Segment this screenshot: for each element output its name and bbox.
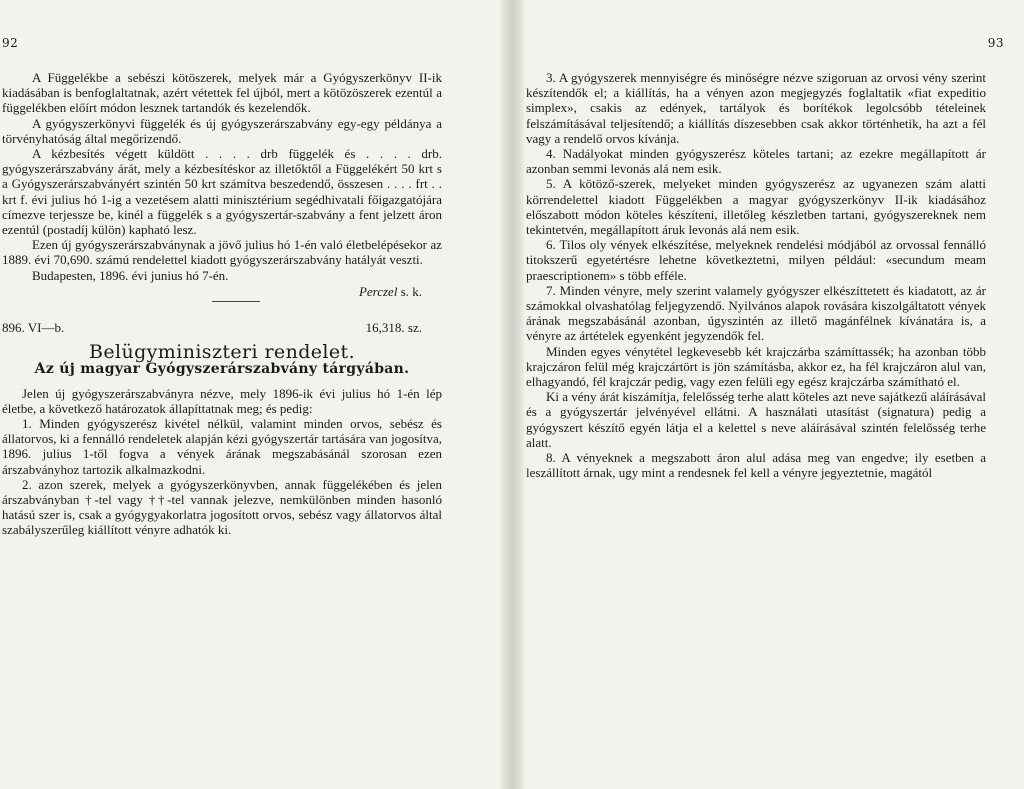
section-heading: Belügyminiszteri rendelet. (88, 341, 356, 364)
paragraph: Jelen új gyógyszerárszabványra nézve, mely 1896-ik évi julius hó 1-én lép életbe, a következő határozatok állapíttatnak meg; és pedig: (2, 385, 442, 416)
paragraph: A kézbesítés végett küldött . . . . drb függelék és . . . . drb. gyógyszerárszabvány árát, mely a kézbesítéskor az illetőktől a Függelékért 50 krt s a Gyógyszerárszabványért szintén 50 krt számítva beszedendő, összesen . . . . frt . . krt f. évi julius hó 1-ig a vezetésem alatti minisztérium segédhivatali főigazgatójára címezve terjessze be, kinél a függelék s a gyógyszertár-szabvány a fent jelzett áron ezentúl (postadíj külön) kapható lesz. (2, 146, 442, 238)
paragraph: Ki a vény árát kiszámítja, felelősség terhe alatt köteles azt neve sajátkezű aláírásával és a gyógyszertár jelvényével ellátni. A használati utasítást (signatura) pedig a gyógyszert készítő egyén látja el a kelettel s neve aláírásával szintén felelősség terhe alatt. (526, 389, 986, 450)
section-subheading: Az új magyar Gyógyszerárszabvány tárgyában. (34, 361, 410, 378)
divider (212, 301, 260, 302)
decree-reference-line (2, 320, 442, 335)
signature-name: Perczel (358, 283, 398, 299)
paragraph: Ezen új gyógyszerárszabványnak a jövő julius hó 1-én való életbelépésekor az 1889. évi 70,690. számú rendelettel kiadott gyógyszerárszabvány hatályát veszti. (2, 237, 442, 268)
signature-suffix: s. k. (400, 283, 422, 299)
page-number-right: 93 (987, 36, 1004, 50)
left-text-column (2, 70, 442, 538)
decree-ref-left: 896. VI—b. (2, 320, 65, 336)
paragraph: 8. A vényeknek a megszabott áron alul adása meg van engedve; ily esetben a leszállított árnak, ugy mint a rendesnek fel kell a vényre jegyeztetnie, magától (526, 450, 986, 481)
paragraph: 6. Tilos oly vények elkészítése, melyeknek rendelési módjából az orvossal fennálló titokszerű egyetértésre lehetne következtetni, milyen például: «secundum meam praescriptionem» s több efféle. (526, 237, 986, 283)
paragraph: 7. Minden vényre, mely szerint valamely gyógyszer elkészíttetett és kiadatott, az ár számokkal olvashatólag feljegyzendő. Nyilvános alapok rovására kiszolgáltatott vények árának megszabásánál azonban, úgyszintén az illető magánfélnek kívánatára is, a vényre az ártételek egyenként jegyzendők fel. (526, 282, 986, 344)
paragraph: 1. Minden gyógyszerész kivétel nélkül, valamint minden orvos, sebész és állatorvos, ki a fennálló rendeletek alapján kézi gyógyszertár tartására van jogosítva, 1896. julius 1-től fogva a vények árának megszabásánál szorosan ezen árszabványhoz tartozik alkalmazkodni. (2, 416, 442, 477)
decree-ref-right: 16,318. sz. (365, 320, 422, 336)
right-text-column (526, 70, 986, 480)
left-page (0, 0, 500, 789)
paragraph: A Függelékbe a sebészi kötöszerek, melyek már a Gyógyszerkönyv II-ik kiadásában is benfoglaltatnak, azért vétettek fel újból, mert a kötözöszerek ezentúl a függelékben előírt módon lesznek tartandók és kezelendők. (2, 70, 442, 116)
paragraph: Minden egyes vénytétel legkevesebb két krajczárba számíttassék; ha azonban több krajczáron felül még krajczártört is jön számításba, akkor ez, ha fél krajczáron alul van, elhagyandó, fél krajczár pedig, vagy ezen felüli egy egész krajczárba számítható el. (526, 343, 986, 390)
signature (2, 284, 442, 299)
book-gutter (500, 0, 524, 789)
right-page (524, 0, 1024, 789)
page-number-left: 92 (2, 36, 19, 50)
paragraph: 5. A kötöző-szerek, melyeket minden gyógyszerész az ugyanezen szám alatti körrendelettel kiadott Függelékben a magyar gyógyszerkönyv II-ik kiadásához előszabott módon köteles készíteni, illetőleg készletben tartani, gyógyszereknek nem tekintetvén, megállapított áruk levonás alá nem esik. (526, 176, 986, 238)
paragraph: 3. A gyógyszerek mennyiségre és minőségre nézve szigoruan az orvosi vény szerint készítendők el; a kiállítás, ha a vényen azon megjegyzés foglaltatik «fiat expeditio simplex», csakis az edények, tartályok és borítékok legolcsóbb tételeinek felszámításával teljesítendő; a kiállítás díszesebben csak akkor történhetik, ha azt a fél vagy a rendelő orvos kívánja. (526, 70, 986, 146)
paragraph: Budapesten, 1896. évi junius hó 7-én. (32, 267, 229, 283)
paragraph: 4. Nadályokat minden gyógyszerész köteles tartani; az ezekre megállapított ár azonban semmi levonás alá nem esik. (526, 146, 986, 177)
paragraph: A gyógyszerkönyvi függelék és új gyógyszerárszabvány egy-egy példánya a törvényhatóság által megőrizendő. (2, 115, 442, 146)
paragraph: 2. azon szerek, melyek a gyógyszerkönyvben, annak függelékében és jelen árszabványban †-tel vagy ††-tel vannak jelezve, nemkülönben minden hasonló hatású szer is, csak a gyógygyakorlatra jogosított orvos, sebész vagy állatorvos által szabályszerűleg kiállított vényre adhatók ki. (2, 476, 442, 538)
